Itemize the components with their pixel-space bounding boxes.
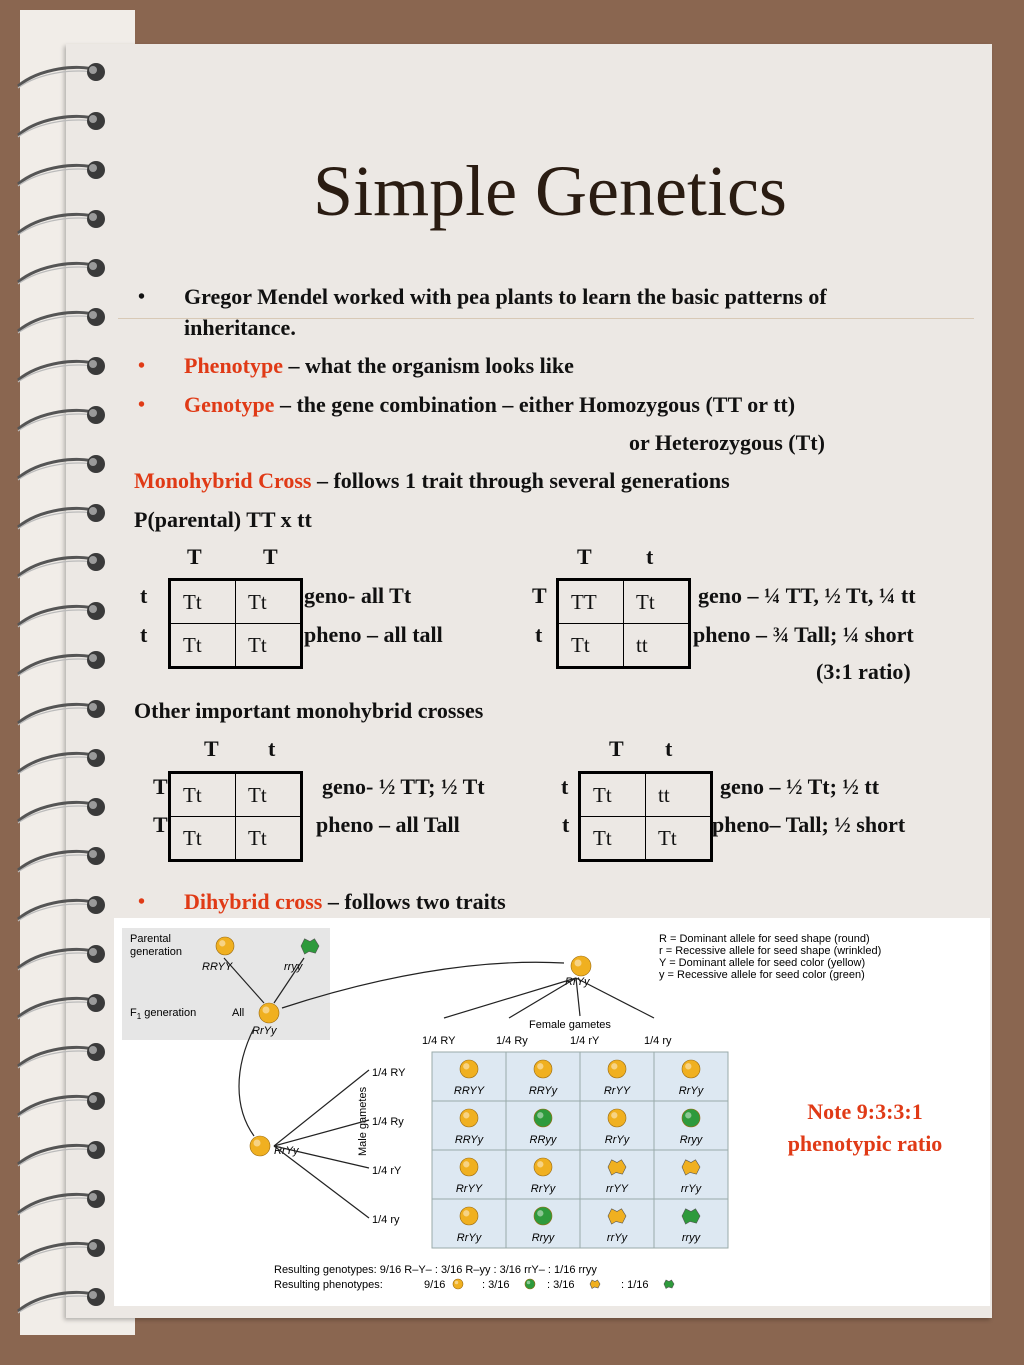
monohybrid-line [134, 466, 730, 496]
cross1-side-allele: t [140, 622, 148, 647]
pea-highlight [219, 940, 225, 946]
cross1-top-allele: T [187, 544, 202, 569]
pea-icon [259, 1003, 279, 1023]
pea-icon [682, 1060, 700, 1078]
ring-hole-highlight [89, 1291, 97, 1299]
ring-wire [18, 1243, 96, 1262]
ring-hole-highlight [89, 262, 97, 270]
pea-icon [460, 1207, 478, 1225]
grid-genotype: RRYY [453, 1085, 485, 1097]
cross3-top-allele: T [204, 736, 219, 761]
grid-genotype: rryy [681, 1232, 701, 1244]
bullet-icon: • [138, 286, 146, 308]
pea-highlight [254, 1140, 261, 1147]
cross4-pheno: pheno– Tall; ½ short [712, 812, 906, 837]
bullet-icon: • [138, 355, 146, 377]
ring-wire [18, 1292, 96, 1311]
bullet-mendel-cont: inheritance. [184, 315, 296, 340]
ring-wire [18, 263, 96, 282]
pea-icon [453, 1279, 463, 1289]
cross4-geno: geno – ½ Tt; ½ tt [720, 774, 880, 799]
ring-wire [18, 1047, 96, 1066]
pea-highlight [537, 1112, 543, 1118]
pea-highlight [463, 1063, 469, 1069]
row-gamete-label: 1/4 ry [372, 1214, 400, 1226]
parental-label-2: generation [130, 946, 182, 958]
wrinkled-pea-icon [590, 1280, 600, 1289]
ring-wire [18, 900, 96, 919]
bullet-icon: • [138, 891, 146, 913]
ring-wire [18, 67, 96, 86]
f1-genotype: RrYy [252, 1025, 277, 1037]
grid-genotype: RRyy [529, 1134, 557, 1146]
ring-hole-highlight [89, 507, 97, 515]
ring-wire [18, 606, 96, 625]
ring-wire [18, 851, 96, 870]
ring-wire [18, 1096, 96, 1115]
male-parent-genotype: RrYy [274, 1145, 299, 1157]
genotype-def: – the gene combination – either Homozygous (TT or tt) [274, 392, 796, 417]
ring-wire [18, 410, 96, 429]
ring-hole-highlight [89, 409, 97, 417]
bullet-genotype [184, 390, 795, 420]
f1-all: All [232, 1007, 245, 1019]
parent-genotype-recessive: rryy [284, 961, 303, 973]
ring-hole-highlight [89, 752, 97, 760]
ring-hole-highlight [89, 311, 97, 319]
ring-hole-highlight [89, 360, 97, 368]
ring-wire [18, 655, 96, 674]
pea-highlight [527, 1281, 531, 1285]
f1-subscript: 1 [136, 1012, 142, 1021]
cross2-top-allele: t [646, 544, 654, 569]
pea-icon [525, 1279, 535, 1289]
grid-genotype: rrYy [606, 1232, 628, 1244]
grid-genotype: rrYy [680, 1183, 702, 1195]
legend-line: Y = Dominant allele for seed color (yellow) [659, 957, 866, 969]
ring-hole-highlight [89, 654, 97, 662]
bullet-dihybrid [184, 887, 506, 917]
pea-highlight [537, 1063, 543, 1069]
grid-genotype: RRYy [454, 1134, 484, 1146]
punnett-cell: tt [646, 773, 712, 817]
cross3-pheno: pheno – all Tall [316, 812, 460, 837]
parental-cross: P(parental) TT x tt [134, 507, 312, 532]
punnett-cell: Tt [624, 580, 690, 624]
gamete-arrow [444, 978, 576, 1018]
pea-icon [682, 1109, 700, 1127]
punnett-cell: Tt [646, 817, 712, 861]
pea-icon [534, 1060, 552, 1078]
pea-highlight [685, 1063, 691, 1069]
dihybrid-def: – follows two traits [322, 889, 506, 914]
result-phenotype-value: : 1/16 [621, 1279, 649, 1291]
note-line-1: Note 9:3:3:1 [807, 1099, 923, 1124]
parent-genotype-dominant: RRYY [202, 961, 233, 973]
cross4-top-allele: t [665, 736, 673, 761]
grid-genotype: RrYy [678, 1085, 704, 1097]
parental-label: Parental [130, 933, 171, 945]
cross1-top-allele: T [263, 544, 278, 569]
ring-wire [18, 753, 96, 772]
ring-wire [18, 1145, 96, 1164]
pea-highlight [463, 1210, 469, 1216]
cross4-top-allele: T [609, 736, 624, 761]
column-gamete-label: 1/4 rY [570, 1035, 600, 1047]
f1-arrow [239, 1028, 254, 1136]
pea-icon [608, 1060, 626, 1078]
pea-highlight [537, 1210, 543, 1216]
ring-wire [18, 116, 96, 135]
pea-highlight [463, 1112, 469, 1118]
wrinkled-pea-icon [664, 1280, 674, 1289]
other-crosses-heading: Other important monohybrid crosses [134, 698, 484, 723]
cross2-pheno: pheno – ¾ Tall; ¼ short [693, 622, 914, 647]
pea-highlight [537, 1161, 543, 1167]
ring-hole-highlight [89, 1144, 97, 1152]
column-gamete-label: 1/4 Ry [496, 1035, 528, 1047]
grid-genotype: RrYY [455, 1183, 483, 1195]
ring-wire [18, 557, 96, 576]
pea-icon [534, 1158, 552, 1176]
cross4-side-allele: t [562, 812, 570, 837]
f1-selfed-genotype: RrYy [565, 976, 590, 988]
punnett-cell: Tt [170, 624, 236, 668]
grid-genotype: RrYy [456, 1232, 482, 1244]
result-phenotypes-label: Resulting phenotypes: [274, 1279, 383, 1291]
cross1-side-allele: t [140, 583, 148, 608]
phenotype-def: – what the organism looks like [283, 353, 574, 378]
ring-wire [18, 459, 96, 478]
grid-genotype: RRYy [528, 1085, 558, 1097]
pea-icon [216, 937, 234, 955]
punnett-cell: Tt [580, 773, 646, 817]
ring-wire [18, 312, 96, 331]
row-gamete-label: 1/4 rY [372, 1165, 402, 1177]
punnett-cell: Tt [236, 624, 302, 668]
cross2-ratio: (3:1 ratio) [816, 659, 911, 684]
ratio-note [760, 1096, 970, 1160]
row-gamete-label: 1/4 RY [372, 1067, 406, 1079]
punnett-cell: Tt [236, 580, 302, 624]
cross1-pheno: pheno – all tall [304, 622, 443, 647]
punnett-cell: Tt [170, 817, 236, 861]
ring-hole-highlight [89, 1046, 97, 1054]
bullet-icon: • [138, 394, 146, 416]
ring-hole-highlight [89, 458, 97, 466]
punnett-cell: Tt [580, 817, 646, 861]
grid-genotype: Rryy [679, 1134, 703, 1146]
f1-letter: F [130, 1007, 137, 1019]
pea-icon [460, 1060, 478, 1078]
pea-icon [460, 1109, 478, 1127]
result-phenotype-value: : 3/16 [482, 1279, 510, 1291]
male-gametes-label: Male gametes [357, 1086, 369, 1156]
genotype-cont: or Heterozygous (Tt) [629, 430, 825, 455]
ring-hole-highlight [89, 850, 97, 858]
grid-genotype: RrYY [603, 1085, 631, 1097]
note-line-2: phenotypic ratio [787, 1131, 943, 1156]
pea-icon [608, 1109, 626, 1127]
cross3-side-allele: T [153, 812, 168, 837]
ring-wire [18, 361, 96, 380]
pea-highlight [611, 1063, 617, 1069]
punnett-square-4 [578, 771, 713, 862]
cross2-side-allele: T [532, 583, 547, 608]
legend-line: y = Recessive allele for seed color (green) [659, 969, 865, 981]
pea-icon [534, 1207, 552, 1225]
punnett-cell: TT [558, 580, 624, 624]
ring-hole-highlight [89, 1193, 97, 1201]
punnett-square-1 [168, 578, 303, 669]
legend-line: r = Recessive allele for seed shape (wrinkled) [659, 945, 882, 957]
cross3-side-allele: T [153, 774, 168, 799]
column-gamete-label: 1/4 ry [644, 1035, 672, 1047]
grid-genotype: rrYY [606, 1183, 628, 1195]
ring-hole-highlight [89, 605, 97, 613]
pea-highlight [611, 1112, 617, 1118]
ring-hole-highlight [89, 899, 97, 907]
ring-wire [18, 508, 96, 527]
ring-hole-highlight [89, 1095, 97, 1103]
ring-hole-highlight [89, 703, 97, 711]
ring-wire [18, 949, 96, 968]
pea-highlight [685, 1112, 691, 1118]
pea-icon [460, 1158, 478, 1176]
cross3-top-allele: t [268, 736, 276, 761]
ring-hole-highlight [89, 948, 97, 956]
pea-icon [571, 956, 591, 976]
column-gamete-label: 1/4 RY [422, 1035, 456, 1047]
cross4-side-allele: t [561, 774, 569, 799]
ring-hole-highlight [89, 801, 97, 809]
bullet-mendel: Gregor Mendel worked with pea plants to learn the basic patterns of [184, 284, 827, 309]
ring-wire [18, 998, 96, 1017]
monohybrid-def: – follows 1 trait through several generations [311, 468, 730, 493]
pea-icon [534, 1109, 552, 1127]
bullet-phenotype [184, 351, 574, 381]
monohybrid-term: Monohybrid Cross [134, 468, 312, 493]
gamete-arrow [576, 978, 654, 1018]
cross2-top-allele: T [577, 544, 592, 569]
punnett-cell: Tt [170, 773, 236, 817]
slide-title: Simple Genetics [313, 151, 787, 231]
cross2-geno: geno – ¼ TT, ½ Tt, ¼ tt [698, 583, 916, 608]
punnett-cell: Tt [236, 773, 302, 817]
ring-wire [18, 1194, 96, 1213]
ring-hole-highlight [89, 556, 97, 564]
cross3-geno: geno- ½ TT; ½ Tt [322, 774, 485, 799]
grid-genotype: RrYy [604, 1134, 630, 1146]
pea-highlight [263, 1007, 270, 1014]
f1-text: generation [141, 1007, 197, 1019]
ring-hole-highlight [89, 66, 97, 74]
punnett-square-2 [556, 578, 691, 669]
dihybrid-term: Dihybrid cross [184, 889, 323, 914]
spacer [419, 1023, 909, 1026]
legend-line: R = Dominant allele for seed shape (round) [659, 933, 870, 945]
gamete-arrow [274, 1120, 369, 1146]
result-phenotype-value: 9/16 [424, 1279, 446, 1291]
punnett-cell: Tt [558, 624, 624, 668]
pea-highlight [463, 1161, 469, 1167]
punnett-cell: Tt [236, 817, 302, 861]
punnett-cell: tt [624, 624, 690, 668]
cross2-side-allele: t [535, 622, 543, 647]
female-gametes-label: Female gametes [529, 1019, 611, 1031]
ring-hole-highlight [89, 997, 97, 1005]
grid-genotype: RrYy [530, 1183, 556, 1195]
result-phenotype-value: : 3/16 [547, 1279, 575, 1291]
pea-icon [250, 1136, 270, 1156]
result-genotypes: Resulting genotypes: 9/16 R–Y– : 3/16 R–yy : 3/16 rrY– : 1/16 rryy [274, 1264, 597, 1276]
ring-hole-highlight [89, 1242, 97, 1250]
ring-hole-highlight [89, 115, 97, 123]
genotype-term: Genotype [184, 392, 275, 417]
gamete-arrow [509, 978, 576, 1018]
cross1-geno: geno- all Tt [304, 583, 412, 608]
row-gamete-label: 1/4 Ry [372, 1116, 404, 1128]
punnett-cell: Tt [170, 580, 236, 624]
ring-wire [18, 802, 96, 821]
punnett-square-3 [168, 771, 303, 862]
gamete-arrow [274, 1070, 369, 1146]
ring-wire [18, 704, 96, 723]
phenotype-term: Phenotype [184, 353, 283, 378]
pea-highlight [455, 1281, 459, 1285]
pea-highlight [575, 960, 582, 967]
grid-genotype: Rryy [531, 1232, 555, 1244]
